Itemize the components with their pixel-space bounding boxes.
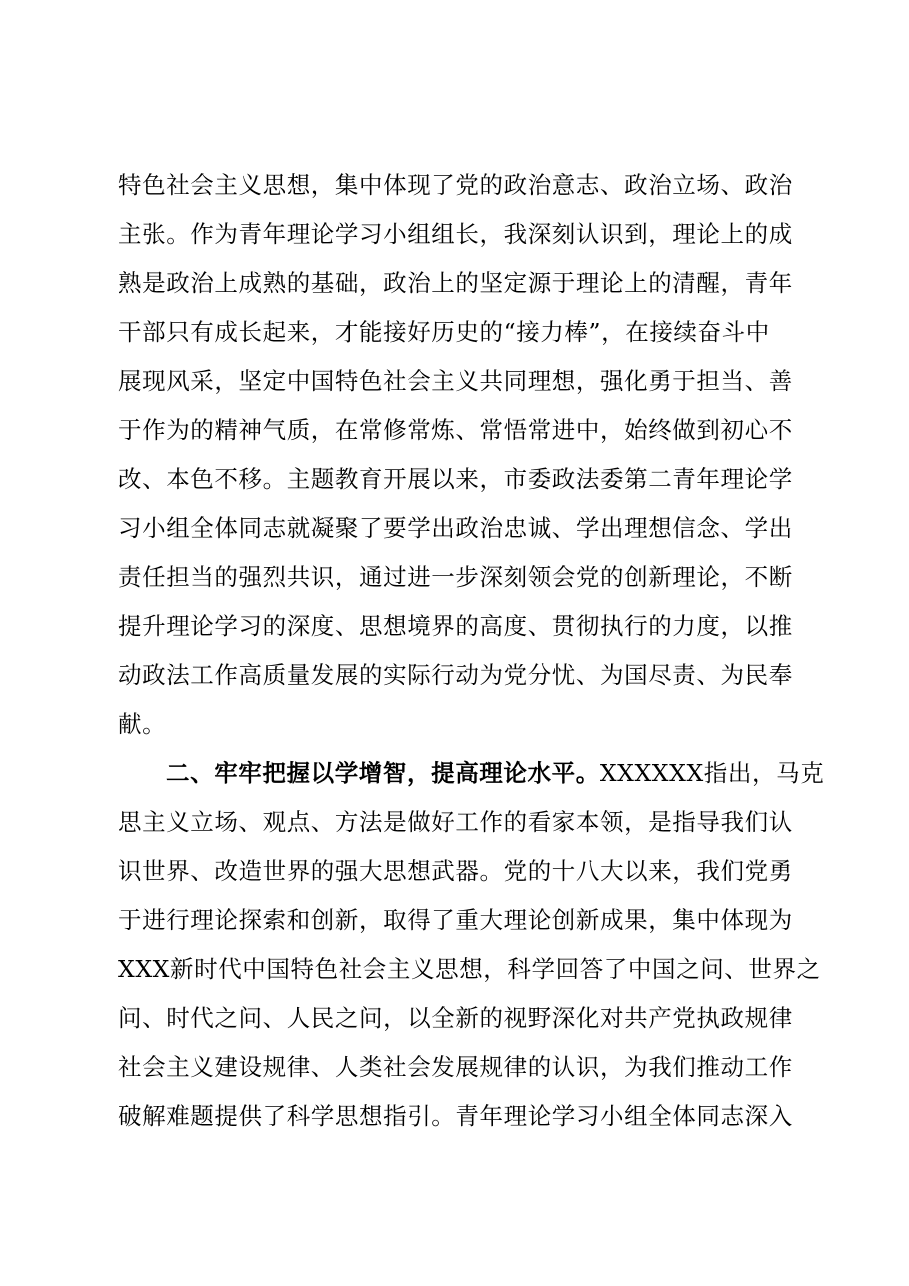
section-heading: 二、牢牢把握以学增智，提高理论水平。 xyxy=(166,759,600,787)
heading-line-text: XXXXXX指出，马克 xyxy=(599,759,825,787)
paragraph-line: 于进行理论探索和创新，取得了重大理论创新成果，集中体现为 xyxy=(118,906,793,934)
paragraph-line: 特色社会主义思想，集中体现了党的政治意志、政治立场、政治 xyxy=(118,171,793,199)
paragraph-line: 干部只有成长起来，才能接好历史的“接力棒”，在接续奋斗中 xyxy=(118,318,770,346)
paragraph-line: XXX新时代中国特色社会主义思想，科学回答了中国之问、世界之 xyxy=(118,955,821,983)
paragraph-line: 献。 xyxy=(118,710,167,738)
paragraph-line: 于作为的精神气质，在常修常炼、常悟常进中，始终做到初心不 xyxy=(118,416,793,444)
paragraph-line: 习小组全体同志就凝聚了要学出政治忠诚、学出理想信念、学出 xyxy=(118,514,793,542)
paragraph-line: 识世界、改造世界的强大思想武器。党的十八大以来，我们党勇 xyxy=(118,857,793,885)
paragraph-line: 改、本色不移。主题教育开展以来，市委政法委第二青年理论学 xyxy=(118,465,793,493)
paragraph-line xyxy=(166,753,824,793)
paragraph-line: 动政法工作高质量发展的实际行动为党分忧、为国尽责、为民奉 xyxy=(118,661,793,689)
paragraph-line: 展现风采，坚定中国特色社会主义共同理想，强化勇于担当、善 xyxy=(118,367,793,395)
paragraph-line: 主张。作为青年理论学习小组组长，我深刻认识到，理论上的成 xyxy=(118,220,793,248)
paragraph-line: 提升理论学习的深度、思想境界的高度、贯彻执行的力度，以推 xyxy=(118,612,793,640)
paragraph-line: 思主义立场、观点、方法是做好工作的看家本领，是指导我们认 xyxy=(118,808,793,836)
paragraph-line: 熟是政治上成熟的基础，政治上的坚定源于理论上的清醒，青年 xyxy=(118,269,793,297)
paragraph-line: 责任担当的强烈共识，通过进一步深刻领会党的创新理论，不断 xyxy=(118,563,793,591)
paragraph-line: 破解难题提供了科学思想指引。青年理论学习小组全体同志深入 xyxy=(118,1102,793,1130)
paragraph-line: 社会主义建设规律、人类社会发展规律的认识，为我们推动工作 xyxy=(118,1053,793,1081)
paragraph-line: 问、时代之问、人民之问，以全新的视野深化对共产党执政规律 xyxy=(118,1004,793,1032)
